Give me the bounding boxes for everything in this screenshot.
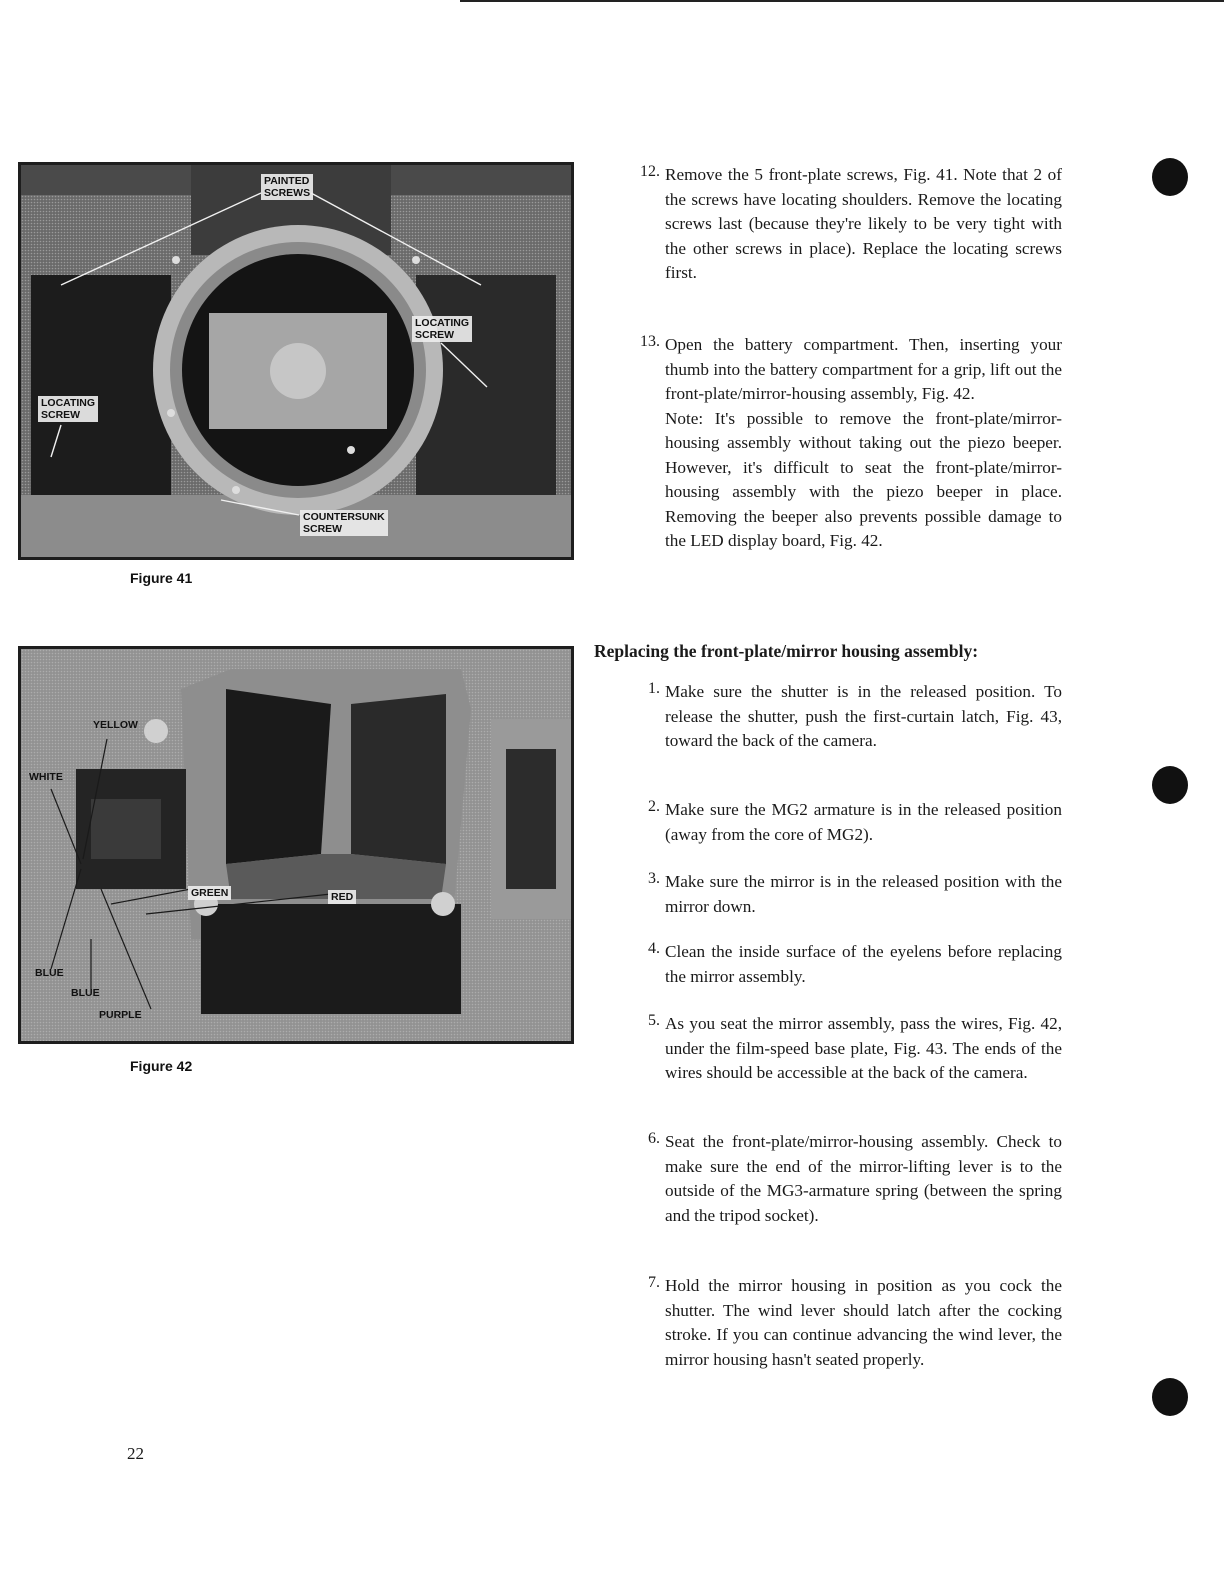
top-rule	[460, 0, 1224, 2]
callout-green: GREEN	[188, 886, 231, 900]
binder-hole	[1152, 158, 1188, 196]
item-text: Make sure the mirror is in the released position with the mirror down.	[665, 872, 1062, 916]
list-item	[620, 333, 1062, 554]
figure-42-caption: Figure 42	[130, 1058, 193, 1074]
list-item	[620, 870, 1062, 919]
figure-41-photo	[18, 162, 574, 560]
item-text: Make sure the shutter is in the released position. To release the shutter, push the first-curtain latch, Fig. 43, toward the back of the camera.	[665, 682, 1062, 750]
callout-purple: PURPLE	[99, 1009, 142, 1021]
callout-painted-screws: PAINTED SCREWS	[261, 174, 313, 200]
list-item	[620, 680, 1062, 754]
callout-white: WHITE	[29, 771, 63, 783]
item-text: Open the battery compartment. Then, inserting your thumb into the battery compartment for a grip, lift out the front-plate/mirror-housing assembly, Fig. 42.	[665, 335, 1062, 403]
item-text: As you seat the mirror assembly, pass the wires, Fig. 42, under the film-speed base plate, Fig. 43. The ends of the wires should be accessible at the back of the camera.	[665, 1014, 1062, 1082]
list-item	[620, 798, 1062, 847]
list-item	[620, 1130, 1062, 1228]
item-text: Seat the front-plate/mirror-housing assembly. Check to make sure the end of the mirror-lifting lever is to the outside of the MG3-armature spring (between the spring and the tripod socket).	[665, 1132, 1062, 1225]
item-number: 2.	[648, 798, 660, 815]
callout-red: RED	[328, 890, 356, 904]
binder-hole	[1152, 1378, 1188, 1416]
callout-countersunk-screw: COUNTERSUNK SCREW	[300, 510, 388, 536]
item-number: 12.	[640, 163, 660, 180]
figure-41-caption: Figure 41	[130, 570, 193, 586]
figure-42-photo	[18, 646, 574, 1044]
section-heading: Replacing the front-plate/mirror housing assembly:	[594, 641, 979, 661]
item-number: 5.	[648, 1012, 660, 1029]
item-number: 7.	[648, 1274, 660, 1291]
item-note: Note: It's possible to remove the front-plate/mirror-housing assembly without taking out the piezo beeper. However, it's difficult to seat the front-plate/mirror-housing assembly with the piezo beeper in place. Removing the beeper also prevents possible damage to the LED display board, Fig. 42.	[665, 408, 1062, 550]
item-text: Make sure the MG2 armature is in the released position (away from the core of MG2).	[665, 800, 1062, 844]
item-number: 4.	[648, 940, 660, 957]
item-number: 6.	[648, 1130, 660, 1147]
list-item	[620, 940, 1062, 989]
page-number: 22	[127, 1444, 144, 1463]
item-number: 13.	[640, 333, 660, 350]
callout-yellow: YELLOW	[93, 719, 138, 731]
list-item	[620, 1012, 1062, 1086]
callout-blue: BLUE	[35, 967, 64, 979]
item-number: 1.	[648, 680, 660, 697]
item-text: Hold the mirror housing in position as you cock the shutter. The wind lever should latch after the cocking stroke. If you can continue advancing the wind lever, the mirror housing hasn't seated properly.	[665, 1276, 1062, 1369]
callout-locating-screw: LOCATING SCREW	[38, 396, 98, 422]
callout-blue: BLUE	[71, 987, 100, 999]
binder-hole	[1152, 766, 1188, 804]
callout-locating-screw: LOCATING SCREW	[412, 316, 472, 342]
item-number: 3.	[648, 870, 660, 887]
list-item	[620, 163, 1062, 286]
item-text: Remove the 5 front-plate screws, Fig. 41. Note that 2 of the screws have locating shoulders. Remove the locating screws last (because they're likely to be very tight with the other screws in place). Replace the locating screws first.	[665, 165, 1062, 282]
item-text: Clean the inside surface of the eyelens before replacing the mirror assembly.	[665, 942, 1062, 986]
list-item	[620, 1274, 1062, 1372]
